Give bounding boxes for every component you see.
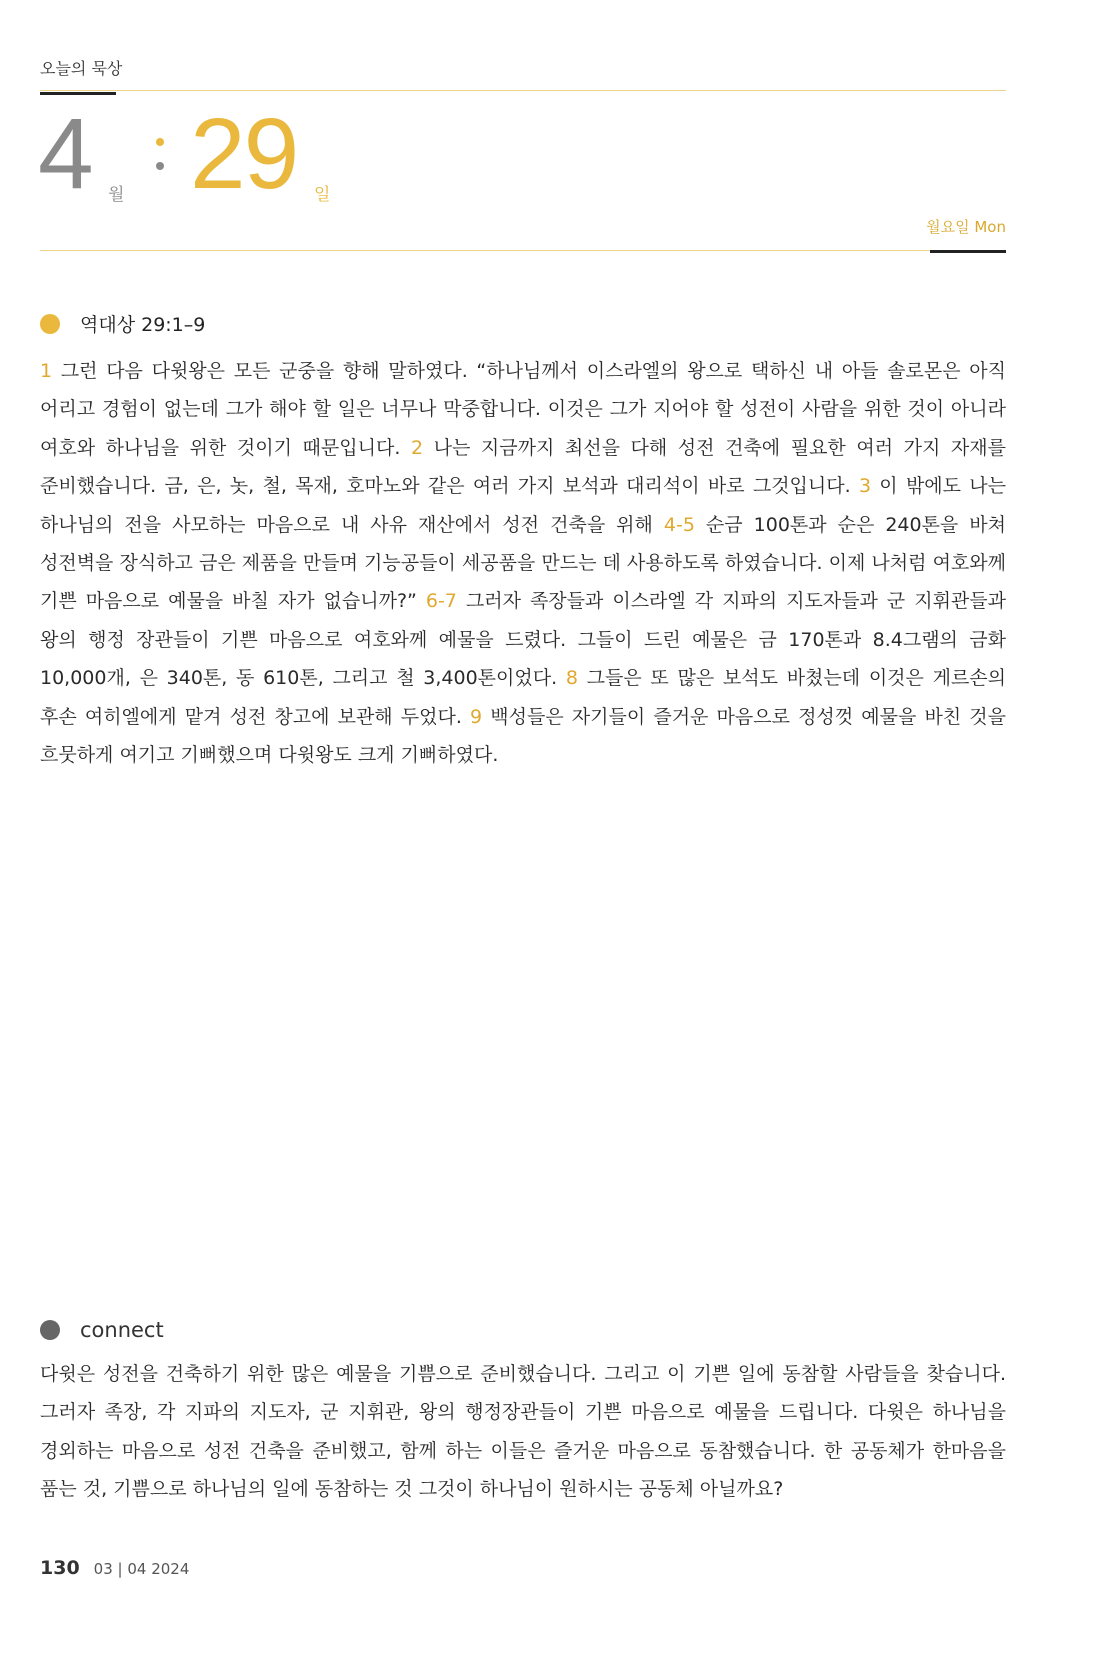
header-top-rule [40, 90, 1006, 91]
connect-title: connect [80, 1318, 164, 1342]
verse-text: 이 밖에도 나는 하나님의 전을 사모하는 마음으로 내 사유 재산에서 성전 건축을 위해 [40, 475, 1006, 536]
scripture-reference: 역대상 29:1–9 [80, 314, 206, 336]
day-number: 29 [190, 98, 298, 210]
verse-number: 3 [858, 475, 872, 498]
verse-number: 8 [565, 667, 578, 690]
weekday-underline [930, 250, 1006, 253]
section-label: 오늘의 묵상 [40, 59, 123, 78]
verse-text: 백성들은 자기들이 즐거운 마음으로 정성껏 예물을 바친 것을 흐뭇하게 여기고 기뻐했으며 다윗왕도 크게 기뻐하였다. [40, 705, 1007, 767]
connect-heading [40, 1318, 164, 1342]
verse-text: 그러자 족장들과 이스라엘 각 지파의 지도자들과 군 지휘관들과 왕의 행정 장관들이 기쁜 마음으로 여호와께 예물을 드렸다. 그들이 드린 예물은 금 170톤과 8.4그램의 금화 10,000개, 은 340톤, 동 610톤, 그리고 철 3,400톤이었다. [40, 590, 1006, 690]
verse-text: 순금 100톤과 순은 240톤을 바쳐 성전벽을 장식하고 금은 제품을 만들며 기능공들이 세공품을 만드는 데 사용하도록 하였습니다. 이제 나처럼 여호와께 기쁜 마음으로 예물을 바칠 자가 없습니까?” [40, 513, 1006, 613]
month-number: 4 [38, 98, 92, 210]
issue-label: 03 | 04 2024 [93, 1560, 190, 1578]
day-unit: 일 [314, 185, 331, 205]
verse-number: 1 [40, 360, 53, 382]
scripture-body [40, 352, 1006, 774]
bullet-dot-icon [40, 314, 60, 334]
page-footer [40, 1557, 189, 1579]
weekday-label: 월요일 Mon [926, 218, 1006, 236]
scripture-heading [40, 310, 205, 337]
verse-text: 그런 다음 다윗왕은 모든 군중을 향해 말하였다. “하나님께서 이스라엘의 왕으로 택하신 내 아들 솔로몬은 아직 어리고 경험이 없는데 그가 해야 할 일은 너무나 막중합니다. 이것은 그가 지어야 할 성전이 사람을 위한 것이 아니라 여호와 하나님을 위한 것이기 때문입니다. [40, 360, 1006, 459]
section-label-underline [40, 92, 116, 95]
date-colon [156, 138, 164, 186]
verse-text: 나는 지금까지 최선을 다해 성전 건축에 필요한 여러 가지 자재를 준비했습니다. 금, 은, 놋, 철, 목재, 호마노와 같은 여러 가지 보석과 대리석이 바로 그것입니다. [40, 436, 1006, 498]
month-unit: 월 [108, 185, 125, 205]
header-bottom-rule [40, 250, 1006, 251]
verse-text: 그들은 또 많은 보석도 바쳤는데 이것은 게르손의 후손 여히엘에게 맡겨 성전 창고에 보관해 두었다. [40, 667, 1007, 728]
bullet-dot-icon [40, 1320, 60, 1340]
page-number: 130 [40, 1557, 80, 1579]
verse-number: 2 [410, 436, 424, 459]
verse-number: 9 [470, 705, 483, 728]
verse-number: 4-5 [663, 513, 695, 536]
verse-number: 6-7 [425, 590, 457, 613]
connect-body: 다윗은 성전을 건축하기 위한 많은 예물을 기쁨으로 준비했습니다. 그리고 이 기쁜 일에 동참할 사람들을 찾습니다. 그러자 족장, 각 지파의 지도자, 군 지휘관, 왕의 행정장관들이 기쁜 마음으로 예물을 드립니다. 다윗은 하나님을 경외하는 마음으로 성전 건축을 준비했고, 함께 하는 이들은 즐거운 마음으로 동참했습니다. 한 공동체가 한마음을 품는 것, 기쁨으로 하나님의 일에 동참하는 것 그것이 하나님이 원하시는 공동체 아닐까요? [40, 1363, 1006, 1501]
